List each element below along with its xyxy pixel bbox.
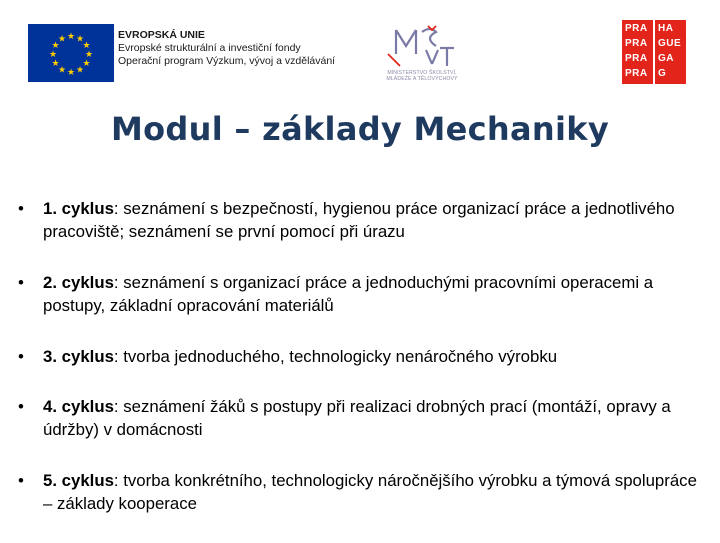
svg-text:★: ★ (51, 59, 60, 69)
bullet-text: : seznámení s organizací práce a jednoduchými pracovními operacemi a postupy, základní opracování materiálů (43, 273, 654, 315)
svg-text:★: ★ (75, 34, 85, 45)
praha-cell: PRA (625, 68, 648, 79)
bullet-lead: 4. cyklus (43, 397, 114, 416)
msmt-logo-text (366, 70, 478, 82)
praha-cell: HA (658, 23, 674, 34)
bullet-list (18, 197, 708, 543)
bullet-lead: 3. cyklus (43, 347, 114, 366)
bullet-item (18, 197, 708, 243)
praha-cell: GUE (658, 38, 682, 49)
svg-text:★: ★ (75, 65, 85, 76)
slide-title: Modul – základy Mechaniky (110, 110, 609, 148)
bullet-item (18, 345, 708, 368)
svg-text:★: ★ (66, 68, 76, 78)
bullet-lead: 2. cyklus (43, 273, 114, 292)
svg-text:★: ★ (82, 59, 91, 69)
eu-logo-line3: Operační program Výzkum, vývoj a vzdělávání (118, 55, 336, 67)
praha-logo-right (655, 20, 686, 84)
bullet-lead: 1. cyklus (43, 199, 114, 218)
msmt-emblem-icon (366, 24, 476, 70)
eu-flag-icon (28, 24, 114, 82)
svg-text:★: ★ (51, 41, 60, 51)
praha-cell: PRA (625, 53, 648, 64)
eu-logo (28, 24, 358, 88)
praha-logo (622, 20, 688, 84)
eu-logo-text (118, 29, 335, 68)
bullet-item (18, 271, 708, 317)
svg-text:★: ★ (82, 41, 91, 51)
bullet-item (18, 469, 708, 515)
bullet-dot-icon: • (18, 199, 24, 218)
praha-cell: PRA (625, 38, 648, 49)
praha-cell: GA (658, 53, 674, 64)
bullet-dot-icon: • (18, 471, 24, 490)
bullet-text: : seznámení s bezpečností, hygienou práce organizací práce a jednotlivého pracoviště; seznámení se první pomocí při úrazu (43, 199, 675, 241)
bullet-text: : tvorba jednoduchého, technologicky nenáročného výrobku (113, 347, 558, 366)
eu-logo-line1: EVROPSKÁ UNIE (118, 29, 205, 41)
msmt-logo (366, 24, 476, 90)
bullet-dot-icon: • (18, 273, 24, 292)
bullet-text: : seznámení žáků s postupy při realizaci drobných prací (montáží, opravy a údržby) v domácnosti (43, 397, 671, 439)
bullet-dot-icon: • (18, 347, 24, 366)
svg-text:★: ★ (57, 34, 67, 45)
bullet-dot-icon: • (18, 397, 24, 416)
praha-cell: PRA (625, 23, 648, 34)
eu-logo-line2: Evropské strukturální a investiční fondy (118, 42, 301, 54)
svg-text:★: ★ (66, 32, 76, 42)
praha-logo-left (622, 20, 653, 84)
svg-text:★: ★ (84, 50, 94, 60)
svg-text:★: ★ (57, 65, 67, 76)
msmt-logo-line1: MINISTERSTVO ŠKOLSTVÍ, (387, 70, 457, 76)
bullet-item (18, 395, 708, 441)
bullet-text: : tvorba konkrétního, technologicky náročnějšího výrobku a týmová spolupráce – základy kooperace (43, 471, 697, 513)
praha-cell: G (658, 68, 667, 79)
svg-text:★: ★ (48, 50, 58, 60)
msmt-logo-line2: MLÁDEŽE A TĚLOVÝCHOVY (386, 76, 458, 82)
bullet-lead: 5. cyklus (43, 471, 114, 490)
